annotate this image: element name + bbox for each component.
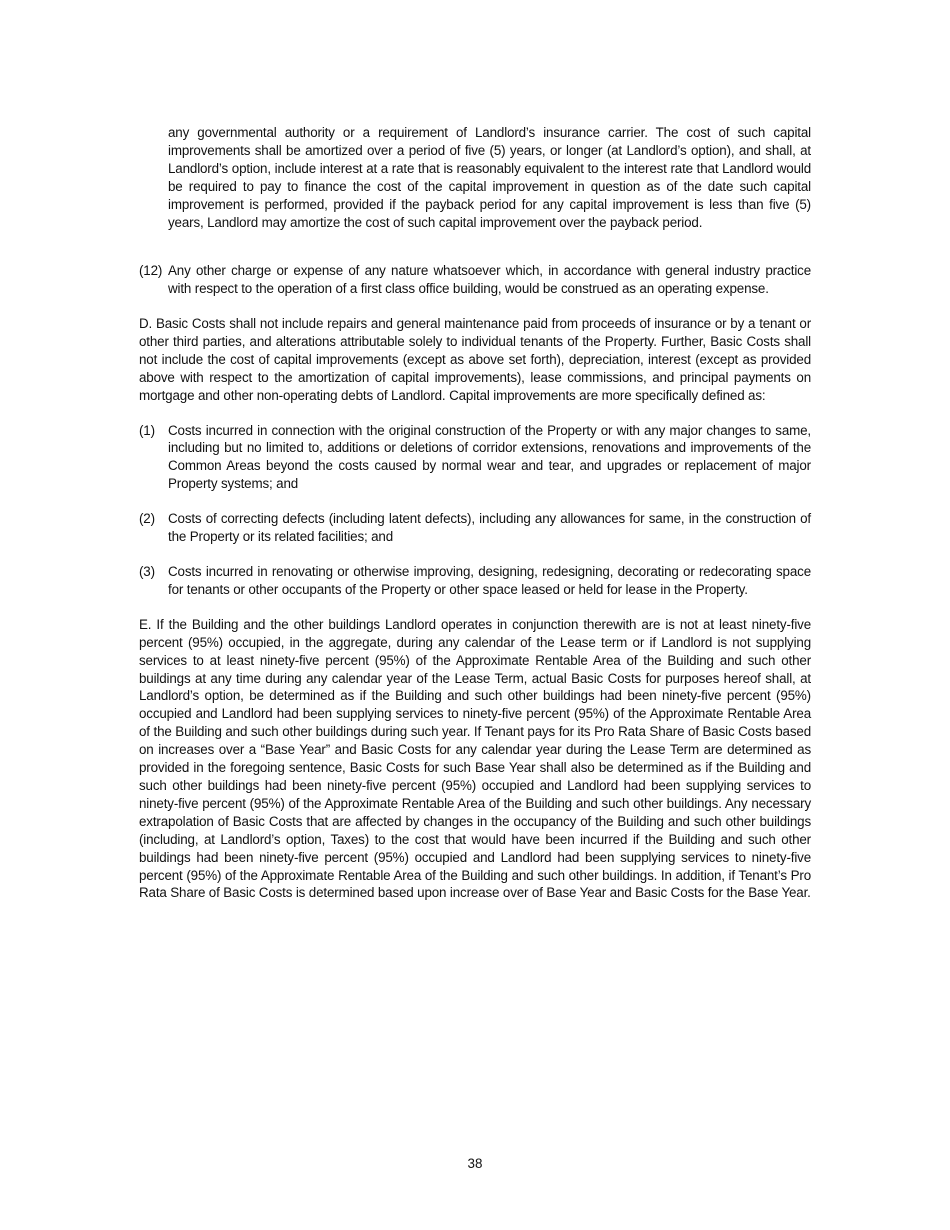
list-item-12 — [139, 262, 811, 298]
capital-item-1-marker: (1) — [139, 422, 155, 438]
capital-item-3-text: Costs incurred in renovating or otherwise improving, designing, redesigning, decorating or redecorating space for tenants or other occupants of the Property or other space leased or held for lease in the Property. — [168, 564, 811, 597]
capital-item-2 — [139, 510, 811, 546]
capital-item-1-text: Costs incurred in connection with the original construction of the Property or with any major changes to same, including but no limited to, additions or deletions of corridor extensions, renovations and improvements of the Common Areas beyond the costs caused by normal wear and tear, and upgrades or replacement of major Property systems; and — [168, 422, 811, 492]
capital-item-3 — [139, 563, 811, 599]
list-marker-12: (12) — [139, 263, 163, 279]
capital-item-1 — [139, 422, 811, 494]
section-e-paragraph: E. If the Building and the other buildings Landlord operates in conjunction therewith are is not at least ninety-five percent (95%) occupied, in the aggregate, during any calendar of the Lease term or if Landlord is not supplying services to at least ninety-five percent (95%) of the Approximate Rentable Area of the Building and such other buildings at any time during any calendar year of the Lease Term, actual Basic Costs for purposes hereof shall, at Landlord’s option, be determined as if the Building and such other buildings had been ninety-five percent (95%) occupied and Landlord had been supplying services to ninety-five percent (95%) of the Approximate Rentable Area of the Building and such other buildings during such year. If Tenant pays for its Pro Rata Share of Basic Costs based on increases over a “Base Year” and Basic Costs for any calendar year during the Lease Term are determined as provided in the foregoing sentence, Basic Costs for such Base Year shall also be determined as if the Building and such other buildings had been ninety-five percent (95%) occupied and Landlord had been supplying services to ninety-five percent (95%) of the Approximate Rentable Area of the Building and such other buildings. Any necessary extrapolation of Basic Costs that are affected by changes in the occupancy of the Building and such other buildings (including, at Landlord’s option, Taxes) to the cost that would have been incurred if the Building and such other buildings had been ninety-five percent (95%) occupied and Landlord had been supplying services to ninety-five percent (95%) of the Approximate Rentable Area of the Building and such other buildings. In addition, if Tenant’s Pro Rata Share of Basic Costs is determined based upon increase over of Base Year and Basic Costs for the Base Year. — [139, 616, 811, 901]
list-text-12: Any other charge or expense of any nature whatsoever which, in accordance with general industry practice with respect to the operation of a first class office building, would be construed as an operating expense. — [168, 263, 811, 297]
document-page — [139, 111, 811, 902]
capital-item-2-marker: (2) — [139, 511, 155, 527]
page-number: 38 — [467, 1156, 483, 1171]
capital-item-3-marker: (3) — [139, 564, 155, 579]
continuation-paragraph: any governmental authority or a requirement of Landlord’s insurance carrier. The cost of such capital improvements shall be amortized over a period of five (5) years, or longer (at Landlord’s option), and shall, at Landlord’s option, include interest at a rate that is reasonably equivalent to the interest rate that Landlord would be required to pay to finance the cost of the capital improvement in question as of the date such capital improvement is performed, provided if the payback period for any capital improvement is less than five (5) years, Landlord may amortize the cost of such capital improvement over the payback period. — [168, 125, 811, 230]
capital-item-2-text: Costs of correcting defects (including latent defects), including any allowances for same, in the construction of the Property or its related facilities; and — [168, 511, 811, 545]
section-d-paragraph: D. Basic Costs shall not include repairs and general maintenance paid from proceeds of insurance or by a tenant or other third parties, and alterations attributable solely to individual tenants of the Property. Further, Basic Costs shall not include the cost of capital improvements (except as above set forth), depreciation, interest (except as provided above with respect to the amortization of capital improvements), lease commissions, and principal payments on mortgage and other non-operating debts of Landlord. Capital improvements are more specifically defined as: — [139, 316, 811, 403]
